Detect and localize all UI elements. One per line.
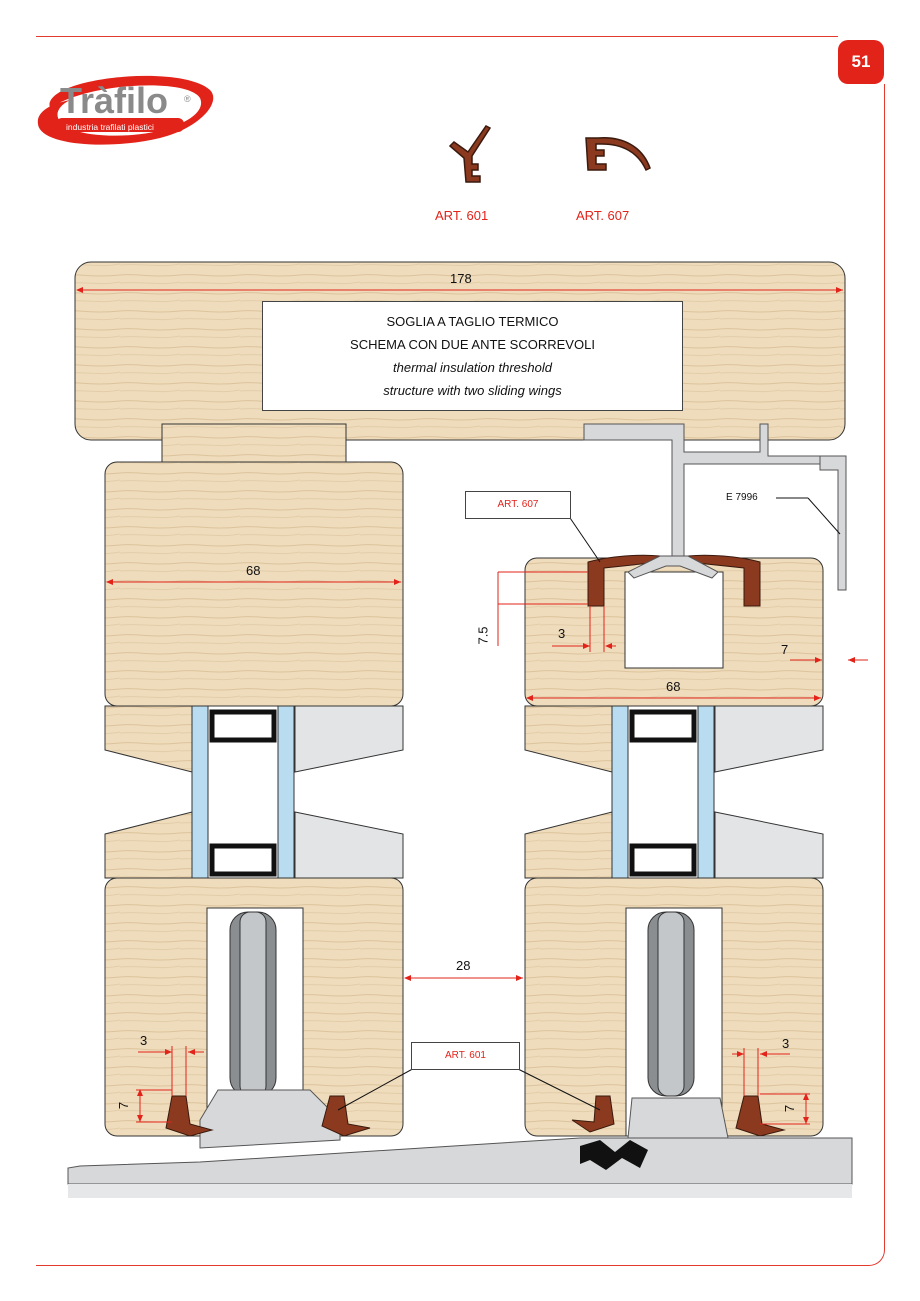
title-line-4: structure with two sliding wings	[383, 383, 562, 398]
callout-art601: ART. 601	[411, 1042, 520, 1070]
dim-seal-height: 7.5	[475, 626, 491, 645]
floor	[68, 1184, 852, 1198]
dim-bottom-left-offset: 3	[140, 1033, 148, 1048]
dim-gap: 28	[456, 958, 471, 973]
logo-wordmark: Tràfilo	[60, 80, 169, 121]
dim-right-wing: 68	[666, 679, 681, 694]
dim-bottom-right-height: 7	[782, 1104, 798, 1113]
title-line-1: SOGLIA A TAGLIO TERMICO	[386, 314, 559, 329]
callout-art607: ART. 607	[465, 491, 571, 519]
dim-seal-offset: 3	[558, 626, 566, 641]
title-line-2: SCHEMA CON DUE ANTE SCORREVOLI	[350, 337, 595, 352]
dim-frame-gap: 7	[781, 642, 789, 657]
page-number: 51	[838, 40, 884, 84]
profile-label-601: ART. 601	[435, 208, 489, 223]
logo-registered: ®	[184, 94, 191, 104]
callout-e7996: E 7996	[726, 492, 758, 503]
right-wing	[525, 558, 823, 1136]
dim-total-width: 178	[450, 271, 472, 286]
title-line-3: thermal insulation threshold	[393, 360, 552, 375]
dim-bottom-left-height: 7	[116, 1101, 132, 1110]
title-box	[262, 301, 683, 411]
profile-label-607: ART. 607	[576, 208, 630, 223]
dim-bottom-right-offset: 3	[782, 1036, 790, 1051]
logo-tagline: industria trafilati plastici	[66, 122, 154, 132]
dim-left-wing: 68	[246, 563, 261, 578]
